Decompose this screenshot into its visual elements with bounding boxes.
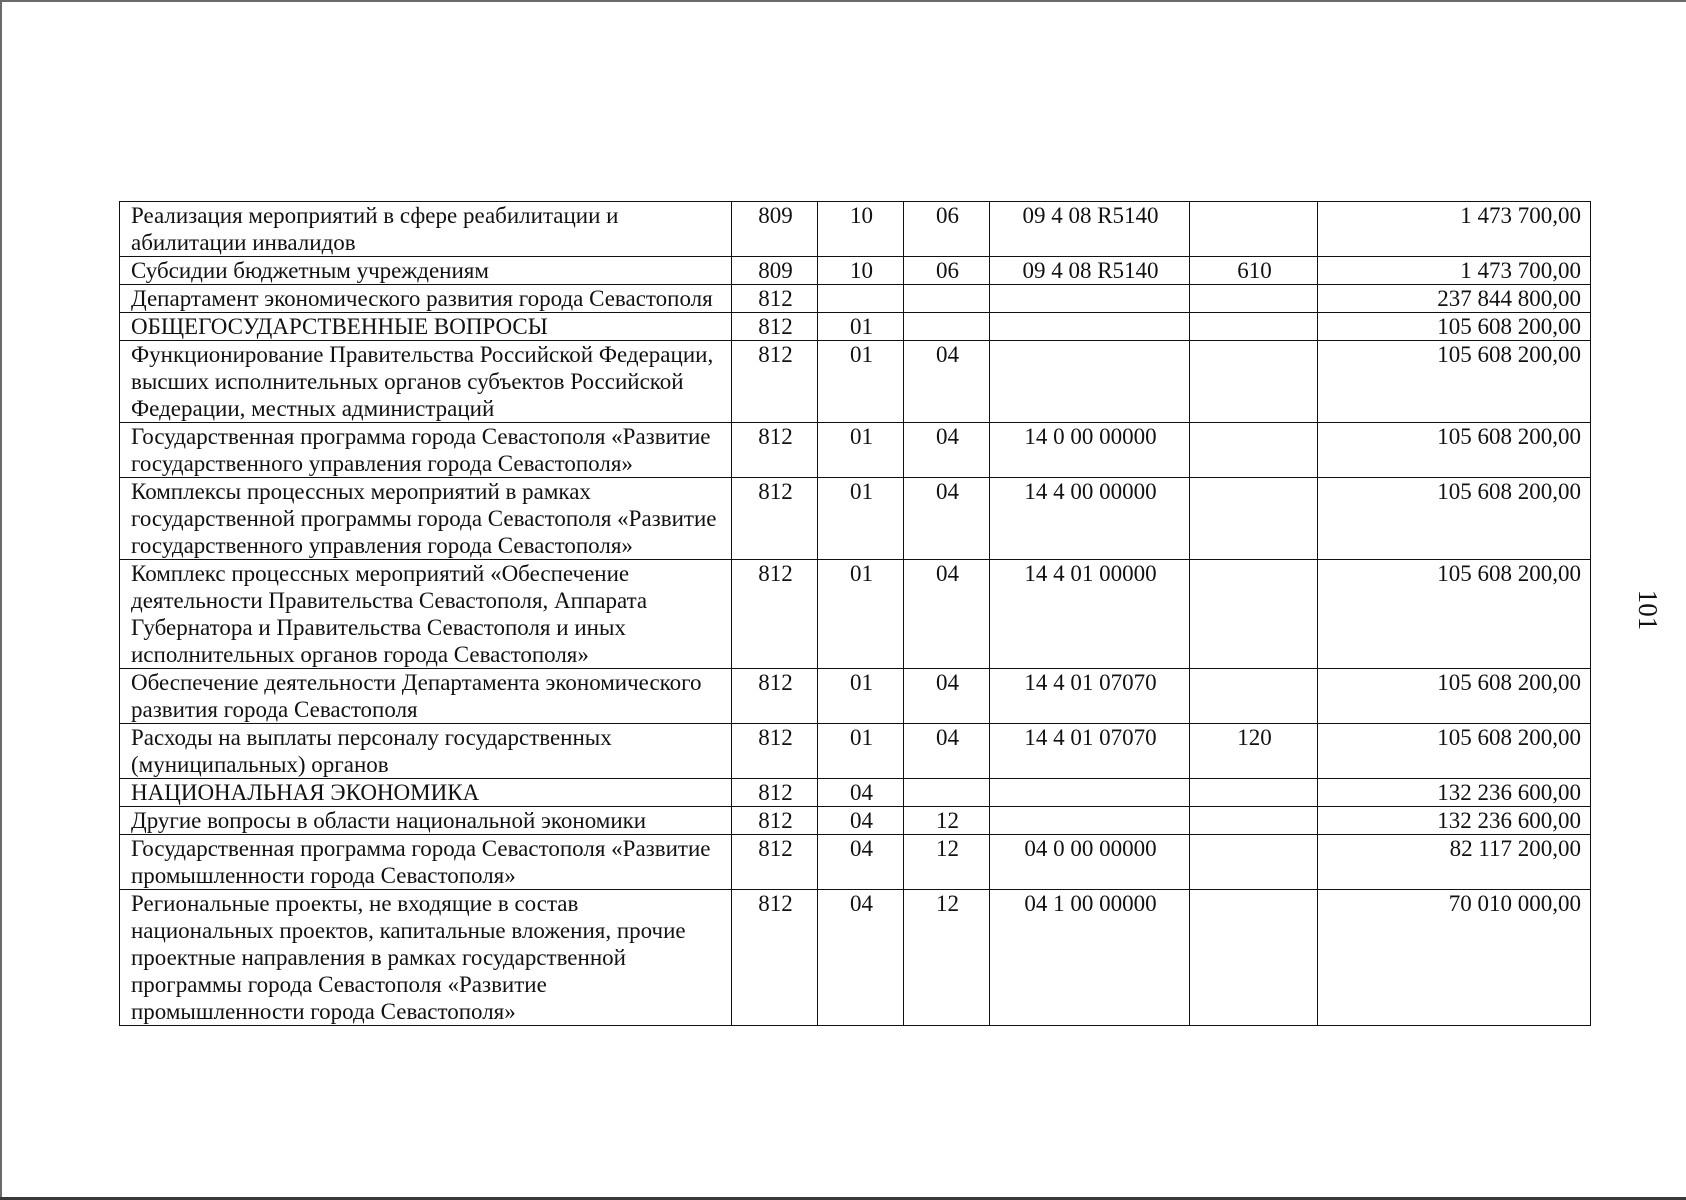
amount: 105 608 200,00	[1318, 560, 1591, 669]
section-code: 01	[818, 341, 904, 423]
scan-border-top	[0, 0, 1686, 2]
section-code: 01	[818, 669, 904, 724]
department-code: 812	[732, 669, 818, 724]
department-code: 812	[732, 423, 818, 478]
expense-type-code	[1190, 560, 1318, 669]
amount: 105 608 200,00	[1318, 313, 1591, 341]
expense-name: Функционирование Правительства Российской Федерации, высших исполнительных органов субъектов Российской Федерации, местных администраций	[120, 341, 732, 423]
expense-name: Реализация мероприятий в сфере реабилитации и абилитации инвалидов	[120, 202, 732, 257]
section-code: 01	[818, 313, 904, 341]
amount: 237 844 800,00	[1318, 285, 1591, 313]
department-code: 809	[732, 202, 818, 257]
subsection-code	[904, 285, 990, 313]
target-article-code: 14 4 01 07070	[990, 724, 1190, 779]
section-code: 10	[818, 202, 904, 257]
target-article-code: 14 4 01 00000	[990, 560, 1190, 669]
target-article-code	[990, 313, 1190, 341]
expense-name: Региональные проекты, не входящие в состав национальных проектов, капитальные вложения, прочие проектные направления в рамках государственной программы города Севастополя «Развитие промышленности города Севастополя»	[120, 890, 732, 1026]
expense-type-code	[1190, 779, 1318, 807]
department-code: 812	[732, 313, 818, 341]
section-code: 04	[818, 807, 904, 835]
expense-type-code: 610	[1190, 257, 1318, 285]
section-code	[818, 285, 904, 313]
target-article-code	[990, 807, 1190, 835]
expense-type-code: 120	[1190, 724, 1318, 779]
amount: 1 473 700,00	[1318, 257, 1591, 285]
amount: 1 473 700,00	[1318, 202, 1591, 257]
subsection-code	[904, 313, 990, 341]
table-row	[120, 724, 1591, 779]
department-code: 812	[732, 285, 818, 313]
page-number: 101	[1633, 589, 1663, 631]
subsection-code: 04	[904, 724, 990, 779]
table-row	[120, 313, 1591, 341]
expense-name: Обеспечение деятельности Департамента экономического развития города Севастополя	[120, 669, 732, 724]
expense-type-code	[1190, 202, 1318, 257]
table-row	[120, 257, 1591, 285]
table-row	[120, 835, 1591, 890]
section-code: 04	[818, 890, 904, 1026]
subsection-code: 12	[904, 807, 990, 835]
target-article-code: 09 4 08 R5140	[990, 257, 1190, 285]
section-code: 04	[818, 835, 904, 890]
expense-type-code	[1190, 313, 1318, 341]
expense-type-code	[1190, 478, 1318, 560]
expense-name: Государственная программа города Севастополя «Развитие промышленности города Севастополя»	[120, 835, 732, 890]
subsection-code: 04	[904, 341, 990, 423]
amount: 105 608 200,00	[1318, 669, 1591, 724]
target-article-code	[990, 779, 1190, 807]
amount: 132 236 600,00	[1318, 779, 1591, 807]
subsection-code: 04	[904, 669, 990, 724]
table-row	[120, 478, 1591, 560]
target-article-code	[990, 341, 1190, 423]
expense-name: ОБЩЕГОСУДАРСТВЕННЫЕ ВОПРОСЫ	[120, 313, 732, 341]
department-code: 812	[732, 807, 818, 835]
expense-name: Расходы на выплаты персоналу государственных (муниципальных) органов	[120, 724, 732, 779]
department-code: 812	[732, 835, 818, 890]
subsection-code: 06	[904, 202, 990, 257]
expense-name: Субсидии бюджетным учреждениям	[120, 257, 732, 285]
expense-name: Комплекс процессных мероприятий «Обеспечение деятельности Правительства Севастополя, Аппарата Губернатора и Правительства Севастополя и иных исполнительных органов города Севастополя»	[120, 560, 732, 669]
expense-name: Государственная программа города Севастополя «Развитие государственного управления города Севастополя»	[120, 423, 732, 478]
subsection-code: 06	[904, 257, 990, 285]
subsection-code: 12	[904, 835, 990, 890]
section-code: 10	[818, 257, 904, 285]
amount: 132 236 600,00	[1318, 807, 1591, 835]
expense-type-code	[1190, 341, 1318, 423]
subsection-code: 04	[904, 560, 990, 669]
department-code: 812	[732, 779, 818, 807]
section-code: 01	[818, 724, 904, 779]
section-code: 01	[818, 560, 904, 669]
department-code: 812	[732, 560, 818, 669]
expense-type-code	[1190, 423, 1318, 478]
section-code: 01	[818, 478, 904, 560]
department-code: 809	[732, 257, 818, 285]
amount: 105 608 200,00	[1318, 423, 1591, 478]
amount: 70 010 000,00	[1318, 890, 1591, 1026]
department-code: 812	[732, 724, 818, 779]
table-row	[120, 423, 1591, 478]
target-article-code: 09 4 08 R5140	[990, 202, 1190, 257]
target-article-code: 04 1 00 00000	[990, 890, 1190, 1026]
amount: 82 117 200,00	[1318, 835, 1591, 890]
target-article-code: 04 0 00 00000	[990, 835, 1190, 890]
expense-type-code	[1190, 669, 1318, 724]
table-row	[120, 669, 1591, 724]
table-row	[120, 202, 1591, 257]
department-code: 812	[732, 478, 818, 560]
amount: 105 608 200,00	[1318, 478, 1591, 560]
table-row	[120, 341, 1591, 423]
target-article-code: 14 4 00 00000	[990, 478, 1190, 560]
expense-type-code	[1190, 807, 1318, 835]
amount: 105 608 200,00	[1318, 724, 1591, 779]
expense-name: Комплексы процессных мероприятий в рамках государственной программы города Севастополя «Развитие государственного управления города Севастополя»	[120, 478, 732, 560]
table-row	[120, 285, 1591, 313]
expense-type-code	[1190, 285, 1318, 313]
expense-name: НАЦИОНАЛЬНАЯ ЭКОНОМИКА	[120, 779, 732, 807]
target-article-code: 14 0 00 00000	[990, 423, 1190, 478]
department-code: 812	[732, 890, 818, 1026]
subsection-code: 12	[904, 890, 990, 1026]
subsection-code: 04	[904, 423, 990, 478]
expense-name: Другие вопросы в области национальной экономики	[120, 807, 732, 835]
amount: 105 608 200,00	[1318, 341, 1591, 423]
table-row	[120, 807, 1591, 835]
table-row	[120, 560, 1591, 669]
table-row	[120, 779, 1591, 807]
section-code: 01	[818, 423, 904, 478]
target-article-code: 14 4 01 07070	[990, 669, 1190, 724]
target-article-code	[990, 285, 1190, 313]
table-row	[120, 890, 1591, 1026]
department-code: 812	[732, 341, 818, 423]
subsection-code	[904, 779, 990, 807]
subsection-code: 04	[904, 478, 990, 560]
expense-type-code	[1190, 835, 1318, 890]
budget-table	[119, 201, 1591, 1026]
scan-border-left	[0, 0, 2, 1200]
expense-name: Департамент экономического развития города Севастополя	[120, 285, 732, 313]
expense-type-code	[1190, 890, 1318, 1026]
section-code: 04	[818, 779, 904, 807]
